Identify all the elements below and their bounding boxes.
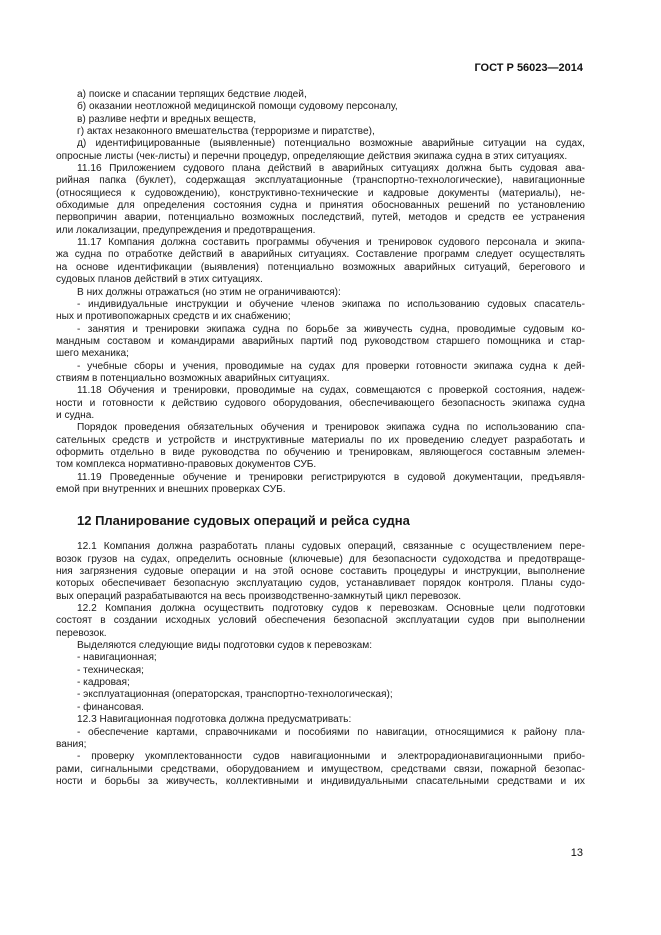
text-line: - кадровая; [77,677,130,689]
section-12-text [56,541,585,788]
text-line: ности и борьбы за живучесть, коллективными и индивидуальными спасательными средствами и их [56,775,585,787]
text-line: 11.18 Обучения и тренировки, проводимые на судах, совмещаются с проверкой состояния, надеж- [77,385,585,397]
text-line: оформить отдельно в виде руководства по обучению и тренировкам, являющегося составным элемен- [56,446,585,458]
text-line: обходимые для определения состояния судна и принятия обоснованных решений по установлению [56,200,585,212]
text-line: в) разливе нефти и вредных веществ, [77,113,257,125]
text-line: - учебные сборы и учения, проводимые на судах для проверки готовности экипажа судна к дей- [77,360,585,372]
text-line: или локализации, предупреждения и предотвращения. [56,224,316,236]
text-line: которых обеспечивает безопасную эксплуатацию судов, устанавливает порядок контроля. Планы судо- [56,578,585,590]
text-line: - финансовая. [77,701,144,713]
document-body [56,89,585,788]
text-line: - техническая; [77,664,144,676]
text-line: рами, сигнальными средствами, оборудованием и имуществом, средствами связи, пожарной безопас- [56,763,585,775]
text-line: - обеспечение картами, справочниками и пособиями по навигации, относящимися к району пла- [77,726,585,738]
text-line: б) оказании неотложной медицинской помощи судовому персоналу, [77,101,398,113]
text-line: 11.19 Проведенные обучение и тренировки регистрируются в судовой документации, предъявля- [77,471,585,483]
text-line: ных и противопожарных средств и их снабжению; [56,311,291,323]
text-line: том комплекса нормативно-правовых документов СУБ. [56,459,317,471]
text-line: мандным составом и командирами аварийных партий под руководством старшего помощника и стар- [56,335,585,347]
text-line: - проверку укомплектованности судов навигационными и электрорадионавигационными прибо- [77,751,585,763]
text-line: судовых планов действий в этих ситуациях. [56,274,263,286]
text-line: ствиям в потенциально возможных аварийных ситуациях. [56,372,330,384]
text-line: опросные листы (чек-листы) и перечни процедур, определяющие действия экипажа судна в этих ситуациях. [56,150,568,162]
text-line: - навигационная; [77,652,157,664]
text-line: сательных средств и устройств и инструктивные материалы по их проведению следует разработать и [56,434,585,446]
text-line: - эксплуатационная (операторская, транспортно-технологическая); [77,689,393,701]
text-line: (относящиеся к судовождению), конструктивно-технические и кадровые документы (материалы), не- [56,187,585,199]
text-line: емой при внутренних и внешних проверках СУБ. [56,484,286,495]
text-line: шего механика; [56,348,129,360]
text-line: г) актах незаконного вмешательства (терроризме и пиратстве), [77,126,375,138]
text-line: на основе идентификации (выявления) потенциально возможных аварийных ситуаций, берегового и [56,261,585,273]
text-line: перевозок. [56,627,107,639]
text-line: жа судна по отработке действий в аварийных ситуациях. Составление программ следует осуществлять [56,249,585,261]
text-line: первопричин аварии, потенциально возможных последствий, путей, методов и средств ее устранения [56,212,585,224]
text-line: ности и готовности к действию судового оборудования, обеспечивающего безопасность экипажа судна [56,397,585,409]
text-line: 12.1 Компания должна разработать планы судовых операций, связанные с осуществлением пере- [77,541,585,553]
text-line: состоят в создании исходных условий обеспечения безопасной эксплуатации судов при выполнении [56,615,585,627]
text-line: 11.16 Приложением судового плана действий в аварийных ситуациях должна быть судовая ава- [77,163,585,175]
page-number: 13 [570,847,583,859]
text-line: - занятия и тренировки экипажа судна по борьбе за живучесть судна, проводимые судовым ко- [77,323,585,335]
text-line: 12.2 Компания должна осуществить подготовку судов к перевозкам. Основные цели подготовки [77,603,585,615]
text-line: возок грузов на судах, определить основные (ключевые) для безопасности судоходства и предотвраще- [56,553,585,565]
text-line: а) поиске и спасании терпящих бедствие людей, [77,89,307,100]
text-line: В них должны отражаться (но этим не ограничиваются): [77,286,341,298]
text-line: 12.3 Навигационная подготовка должна предусматривать: [77,714,352,726]
section-11-text [56,89,585,496]
text-line: Выделяются следующие виды подготовки судов к перевозкам: [77,640,373,652]
text-line: - индивидуальные инструкции и обучение членов экипажа по использованию судовых спасатель- [77,298,585,310]
text-line: вания; [56,738,87,750]
text-line: вых операций разрабатываются на весь производственно-замкнутый цикл перевозок. [56,590,462,602]
text-line: Порядок проведения обязательных обучения и тренировок экипажа судна по использованию спа- [77,422,585,434]
text-line: 11.17 Компания должна составить программы обучения и тренировок судового персонала и экипа- [77,237,585,249]
section-12-heading: 12 Планирование судовых операций и рейса судна [77,513,410,529]
text-line: д) идентифицированные (выявленные) потенциально возможные аварийные ситуации на судах, [77,138,585,150]
text-line: и судна. [56,409,95,421]
document-code-header: ГОСТ Р 56023—2014 [474,62,583,74]
text-line: ния загрязнения судовые операции и на этой основе составить процедуры и инструкции, выполнение [56,566,585,578]
text-line: рийная папка (буклет), содержащая эксплуатационные (транспортно-технологические), навигационные [56,175,585,187]
